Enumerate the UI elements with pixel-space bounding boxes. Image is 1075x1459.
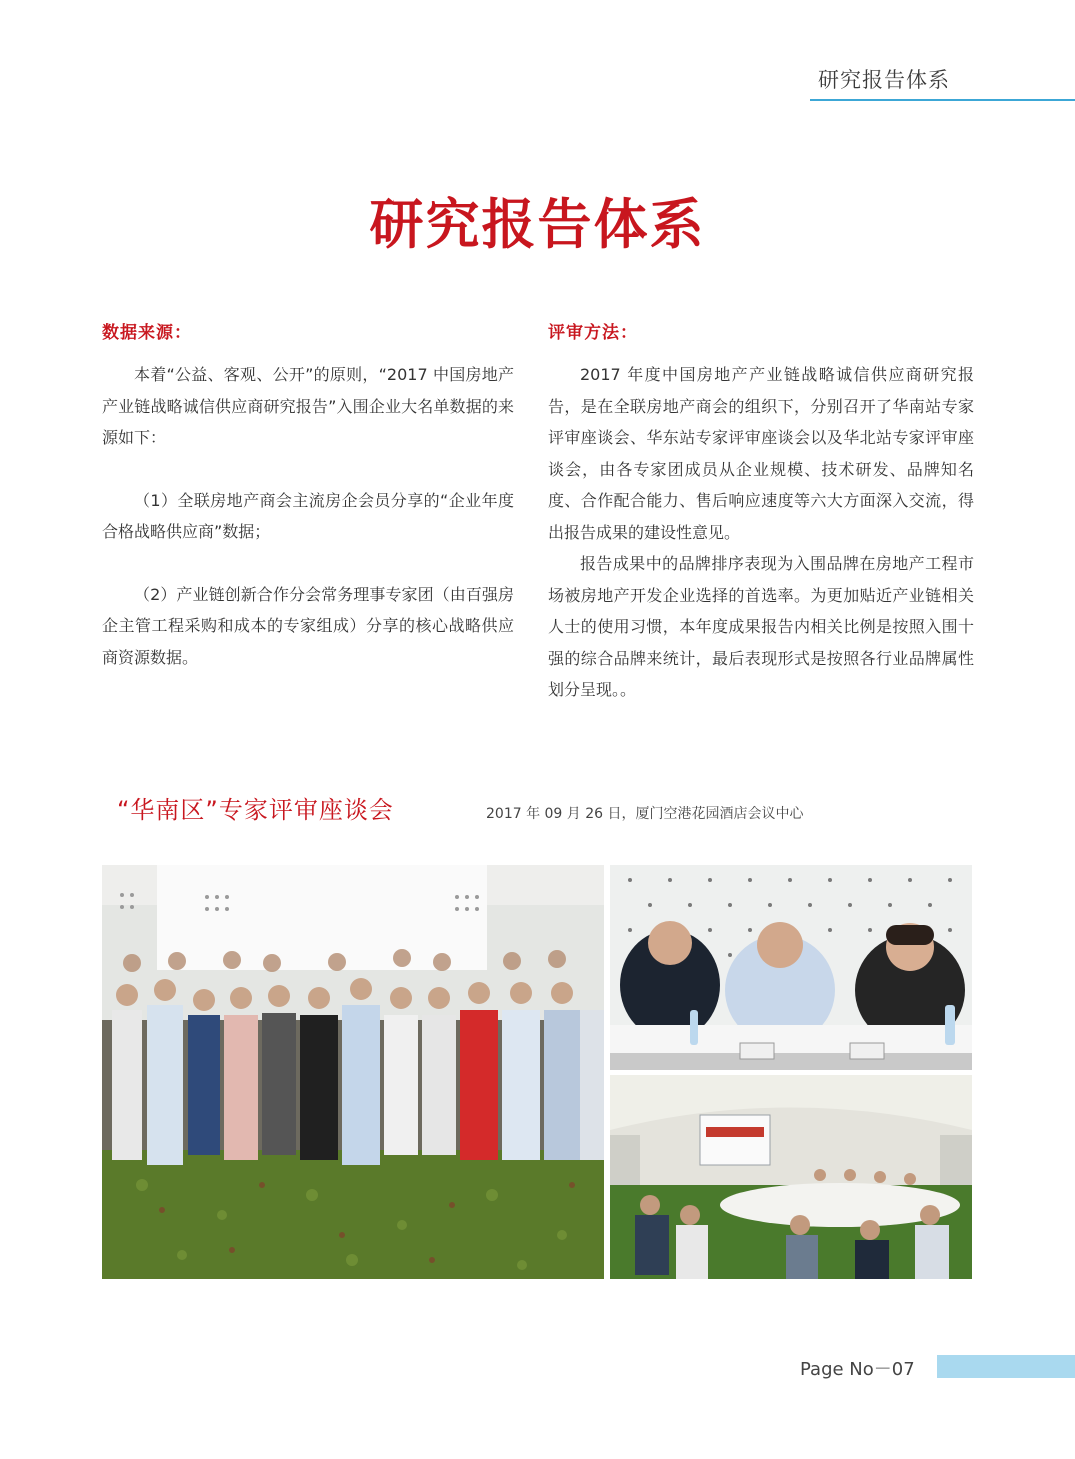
review-method-column	[548, 318, 974, 706]
page-title: 研究报告体系	[369, 192, 706, 256]
review-method-paragraph: 2017 年度中国房地产产业链战略诚信供应商研究报告，是在全联房地产商会的组织下，分别召开了华南站专家评审座谈会、华东站专家评审座谈会以及华北站专家评审座谈会，由各专家团成员从企业规模、技术研发、品牌知名度、合作配合能力、售后响应速度等六大方面深入交流，得出报告成果的建设性意见。	[548, 365, 974, 542]
event-date-location: 2017 年 09 月 26 日，厦门空港花园酒店会议中心	[486, 806, 804, 822]
header-divider	[810, 99, 1075, 101]
panel-photo	[610, 865, 972, 1070]
meeting-room-photo	[610, 1075, 972, 1279]
data-source-paragraph: 本着“公益、客观、公开”的原则，“2017 中国房地产产业链战略诚信供应商研究报告”入围企业大名单数据的来源如下：	[102, 365, 514, 447]
page-number-bar	[937, 1355, 1075, 1378]
review-method-heading: 评审方法：	[548, 323, 638, 343]
data-source-paragraph: （2）产业链创新合作分会常务理事专家团（由百强房企主管工程采购和成本的专家组成）分享的核心战略供应商资源数据。	[102, 584, 514, 667]
header-section-label: 研究报告体系	[818, 68, 950, 92]
page-number: Page No－07	[800, 1359, 915, 1380]
review-method-paragraph: 报告成果中的品牌排序表现为入围品牌在房地产工程市场被房地产开发企业选择的首选率。为更加贴近产业链相关人士的使用习惯，本年度成果报告内相关比例是按照入围十强的综合品牌来统计，最后表现形式是按照各行业品牌属性划分呈现。。	[548, 554, 974, 699]
event-title: “华南区”专家评审座谈会	[117, 796, 394, 824]
group-photo	[102, 865, 604, 1279]
data-source-column	[102, 318, 514, 704]
data-source-paragraph: （1）全联房地产商会主流房企会员分享的“企业年度合格战略供应商”数据；	[102, 490, 514, 541]
data-source-heading: 数据来源：	[102, 323, 192, 343]
